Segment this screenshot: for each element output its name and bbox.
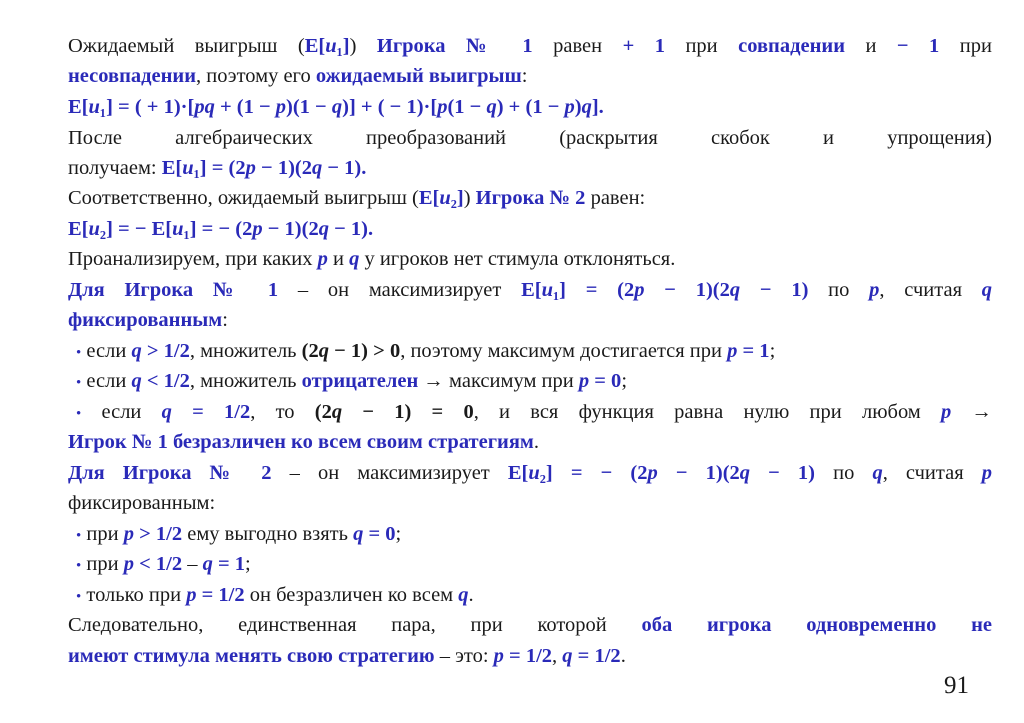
text-segment: q [318, 340, 329, 362]
text-segment: q [331, 401, 343, 423]
text-segment: ; [395, 523, 402, 545]
text-line-7 [68, 216, 992, 242]
text-segment: q [353, 523, 364, 545]
text-segment: − 1). [322, 157, 367, 179]
text-segment: < 1/2 [133, 553, 183, 575]
text-segment: E[ [507, 462, 529, 484]
text-segment: p [275, 96, 287, 118]
text-segment: ₁ [336, 35, 343, 57]
text-segment: отрицателен [301, 370, 419, 392]
text-segment: . [468, 584, 474, 606]
text-segment: = 1/2 [171, 401, 251, 423]
text-segment: ] = − E[ [106, 218, 173, 240]
text-segment: p [123, 553, 134, 575]
text-line-14 [68, 429, 992, 455]
text-line-2 [68, 63, 992, 89]
text-segment: p [493, 645, 504, 667]
bullet-icon: • [76, 406, 82, 422]
text-segment: q [161, 401, 172, 423]
text-segment: если [81, 340, 132, 362]
text-segment: . [533, 431, 540, 453]
text-segment: ₂ [99, 218, 107, 240]
text-segment: ; [245, 553, 251, 575]
text-segment: u [325, 35, 337, 57]
text-line-8 [68, 246, 992, 272]
text-segment: q [872, 462, 883, 484]
text-segment: q [581, 96, 592, 118]
text-segment: Игрок № 1 безразличен ко всем своим стратегиям [68, 431, 534, 453]
text-segment: (2 [301, 340, 319, 362]
text-segment: p [634, 279, 645, 301]
text-segment: q [981, 279, 993, 301]
text-segment: ) [463, 187, 476, 209]
text-line-21 [68, 643, 992, 669]
text-segment: u [541, 279, 553, 301]
text-segment: , и вся функция равна нулю при любом [473, 401, 941, 423]
text-segment: u [528, 462, 540, 484]
text-segment: q [739, 462, 751, 484]
text-segment: = 1 [737, 340, 770, 362]
text-segment: Проанализируем, при каких [68, 248, 318, 270]
text-segment: )] + ( − 1)·[ [342, 96, 438, 118]
text-segment: Ожидаемый выигрыш ( [68, 35, 305, 57]
bullet-icon: • [76, 375, 82, 391]
text-line-13 [76, 399, 992, 425]
text-segment: q [318, 218, 329, 240]
text-segment: и [845, 35, 897, 57]
text-segment: q [562, 645, 573, 667]
text-segment: = 1 [212, 553, 246, 575]
text-segment: только при [81, 584, 187, 606]
text-segment: q [349, 248, 360, 270]
text-segment: равен [532, 35, 623, 57]
text-segment: pq [194, 96, 215, 118]
text-segment: E[ [161, 157, 183, 179]
text-segment: – он максимизирует [278, 279, 522, 301]
text-segment: ] = (2 [559, 279, 635, 301]
text-segment: – это: [434, 645, 494, 667]
text-segment: ] [456, 187, 464, 209]
bullet-icon: • [76, 589, 82, 605]
text-segment: . [620, 645, 626, 667]
text-line-17 [76, 521, 992, 547]
text-segment: ожидаемый выигрыш [315, 65, 522, 87]
text-segment: ] = ( + 1)·[ [106, 96, 195, 118]
text-line-19 [76, 582, 992, 608]
text-segment: , поэтому его [196, 65, 316, 87]
text-line-16 [68, 490, 992, 516]
text-segment: ; [621, 370, 628, 392]
text-line-12 [76, 368, 992, 394]
text-segment: ₂ [450, 187, 457, 209]
text-segment: ₁ [193, 157, 200, 179]
text-segment: − 1)(2 [644, 279, 730, 301]
text-segment: u [182, 157, 194, 179]
bullet-icon: • [76, 558, 82, 574]
text-segment: − 1). [328, 218, 374, 240]
text-segment: если [81, 370, 132, 392]
text-segment: : [222, 309, 228, 331]
text-segment: , множитель [189, 370, 302, 392]
text-segment: = 0 [363, 523, 396, 545]
text-line-9 [68, 277, 992, 303]
text-segment: = 1/2 [196, 584, 245, 606]
text-segment: q [729, 279, 741, 301]
text-segment: при [939, 35, 992, 57]
text-segment: Для Игрока № 2 [68, 462, 272, 484]
text-segment: p [727, 340, 738, 362]
text-segment: , поэтому максимум достигается при [400, 340, 728, 362]
text-segment: равен: [585, 187, 646, 209]
text-segment: )(1 − [286, 96, 332, 118]
text-segment: q [331, 96, 343, 118]
text-segment: ₁ [553, 279, 560, 301]
text-segment: − 1)(2 [262, 218, 319, 240]
text-segment: u [88, 218, 100, 240]
text-segment: − 1)(2 [255, 157, 312, 179]
bullet-icon: • [76, 528, 82, 544]
text-segment: ] = (2 [199, 157, 246, 179]
text-segment: ₁ [183, 218, 190, 240]
text-segment: ; [769, 340, 776, 362]
text-segment: совпадении [738, 35, 845, 57]
text-segment: q [458, 584, 469, 606]
text-segment: при [81, 523, 124, 545]
text-line-20 [68, 612, 992, 638]
text-segment: p [869, 279, 880, 301]
text-segment: : [521, 65, 528, 87]
text-line-10 [68, 307, 992, 333]
text-segment: p [981, 462, 992, 484]
text-segment: – [182, 553, 203, 575]
text-segment: > 1/2 [141, 340, 190, 362]
text-segment: ] [342, 35, 350, 57]
text-segment: E[ [304, 35, 326, 57]
text-segment: − 1 [896, 35, 940, 57]
text-segment: + 1 [622, 35, 665, 57]
text-segment: , считая [882, 462, 982, 484]
text-segment: − 1) [750, 462, 816, 484]
text-segment: по [808, 279, 870, 301]
text-segment: p [437, 96, 448, 118]
text-segment: оба игрока одновременно не [641, 614, 992, 636]
text-segment: q [202, 553, 213, 575]
text-segment: несовпадении [68, 65, 197, 87]
text-line-5 [68, 155, 992, 181]
text-segment: при [81, 553, 124, 575]
text-segment: (1 − [447, 96, 487, 118]
text-segment: q [131, 370, 142, 392]
bullet-icon: • [76, 345, 82, 361]
text-segment: E[ [418, 187, 440, 209]
text-segment: ₁ [99, 96, 107, 118]
text-segment: имеют стимула менять свою стратегию [68, 645, 435, 667]
text-segment: ) [349, 35, 377, 57]
text-line-18 [76, 551, 992, 577]
text-segment: q [131, 340, 142, 362]
text-segment: → [951, 401, 992, 423]
text-segment: + (1 − [214, 96, 276, 118]
text-segment: при [665, 35, 739, 57]
text-segment: p [564, 96, 575, 118]
text-segment: фиксированным: [68, 492, 216, 514]
text-line-1 [68, 33, 992, 59]
text-segment: После алгебраических преобразований (раскрытия скобок и упрощения) [68, 127, 992, 149]
text-segment: по [815, 462, 873, 484]
text-segment: и [327, 248, 350, 270]
text-line-4 [68, 125, 992, 151]
text-segment: если [81, 401, 162, 423]
page-number: 91 [944, 672, 969, 699]
text-segment: Соответственно, ожидаемый выигрыш ( [68, 187, 419, 209]
text-segment: = 1/2 [503, 645, 553, 667]
text-segment: Игрока № 1 [376, 35, 533, 57]
text-segment: < 1/2 [141, 370, 190, 392]
text-segment: ) [574, 96, 582, 118]
text-line-3 [68, 94, 992, 120]
text-segment: p [186, 584, 197, 606]
text-segment: − 1)(2 [657, 462, 740, 484]
text-segment: u [439, 187, 451, 209]
text-segment: p [647, 462, 658, 484]
text-segment: Следовательно, единственная пара, при которой [68, 614, 642, 636]
text-segment: p [252, 218, 263, 240]
text-segment: p [941, 401, 952, 423]
text-segment: − 1) > 0 [329, 340, 401, 362]
text-segment: E[ [521, 279, 542, 301]
text-segment: у игроков нет стимула отклоняться. [359, 248, 676, 270]
text-segment: p [578, 370, 590, 392]
text-segment: ]. [591, 96, 604, 118]
text-segment: − 1) [740, 279, 809, 301]
text-segment: = 1/2 [572, 645, 621, 667]
text-segment: > 1/2 [133, 523, 183, 545]
text-line-6 [68, 185, 992, 211]
text-segment: u [172, 218, 184, 240]
text-segment: , то [250, 401, 315, 423]
text-segment: u [88, 96, 100, 118]
text-segment: Игрока № 2 [475, 187, 586, 209]
text-segment: , множитель [189, 340, 302, 362]
text-line-15 [68, 460, 992, 486]
text-segment: p [245, 157, 256, 179]
text-segment: Для Игрока № 1 [68, 279, 279, 301]
text-segment: ему выгодно взять [182, 523, 354, 545]
text-segment: фиксированным [68, 309, 223, 331]
text-segment: q [311, 157, 323, 179]
text-segment: получаем: [68, 157, 162, 179]
text-segment: ) + (1 − [496, 96, 565, 118]
text-segment: E[ [68, 96, 89, 118]
text-segment: − 1) = 0 [342, 401, 474, 423]
text-segment: – он максимизирует [271, 462, 508, 484]
text-segment: ₂ [539, 462, 546, 484]
text-segment: E[ [68, 218, 89, 240]
text-segment: p [317, 248, 328, 270]
text-line-11 [76, 338, 992, 364]
text-segment: ] = − (2 [545, 462, 648, 484]
text-segment: , [552, 645, 563, 667]
text-segment: (2 [314, 401, 332, 423]
text-segment: он безразличен ко всем [244, 584, 459, 606]
text-segment: p [123, 523, 134, 545]
text-segment: q [486, 96, 497, 118]
text-segment: = 0 [589, 370, 622, 392]
text-segment: ] = − (2 [189, 218, 253, 240]
text-segment: , считая [879, 279, 982, 301]
text-segment: → максимум при [418, 370, 579, 392]
